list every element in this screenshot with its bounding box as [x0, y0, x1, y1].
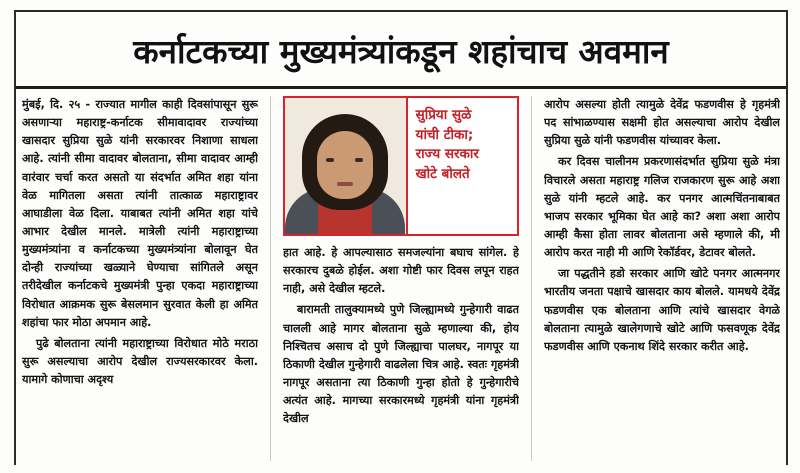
paragraph: हात आहे. हे आपल्यासाठ समजल्यांना बघाच सांगेल. हे सरकारच दुबळे होईल. अशा गोष्टी फार दिवस लपून राहत नाही, असे देखील म्हटले.: [283, 246, 519, 296]
paragraph: मुंबई, दि. २५ - राज्यात मागील काही दिवसांपासून सुरू असणाऱ्या महाराष्ट्र-कर्नाटक सीमावादावर राज्यांच्या खासदार सुप्रिया सुळे यांनी सरकारवर निशाणा साधला आहे. त्यांनी सीमा वादावर बोलताना, सीमा वादावर आम्ही वारंवार चर्चा करत असतो या संदर्भात अमित शहा यांना वेळ मागितला असता त्यांनी तात्काळ महाराष्ट्रावर आघाडीला वेळ दिला. याबाबत त्यांनी अमित शहा यांचे आभार देखील मानले. मात्रेली त्यांनी महाराष्ट्राच्या मुख्यमंत्र्यांना व कर्नाटकच्या मुख्यमंत्र्यांना बोलावून घेत दोन्ही राज्यांच्या खळ्याने घेण्याचा सांगितले असून तरीदेखील कर्नाटकचे मुख्यमंत्री पुन्हा एकदा महाराष्ट्राच्या विरोधात आक्रमक सुरू बेसलमान सुरवात केली हा अमित शहांचा फार मोठा अपमान आहे.: [22, 98, 258, 329]
column-divider: [270, 96, 271, 461]
article-column-3: [544, 96, 780, 461]
paragraph: कर दिवस चालीनम प्रकरणासंदर्भात सुप्रिया सुळे मंत्रा विचारले असता महाराष्ट्र गलिज राजकारण सुरू आहे अशा सुळे यांनी म्हटले आहे. कर पनगर आत्मचिंतनाबाबत भाजप सरकार भूमिका घेत आहे का? अशा अशा आरोप आम्ही कैसा होता लावर बोलताना असे म्हणाले की, मी आरोप करत नाही मी आणि रेकॉर्डवर, डेटावर बोलते.: [544, 155, 780, 260]
article-columns: [22, 96, 780, 461]
paragraph: बारामती तालुक्यामध्ये पुणे जिल्ह्यामध्ये गुन्हेगारी वाढत चालली आहे मागर बोलताना सुळे म्हणाल्या की, होय निश्चितच असाच दो पुणे जिल्ह्याचा पालघर, नागपूर या ठिकाणी देखील गुन्हेगारी वाढलेला चित्र आहे. स्वतः गृहमंत्री नागपूर असताना त्या ठिकाणी गुन्हा होतो हे गुन्हेगारीचे अत्यंत आहे. मागच्या सरकारमध्ये गृहमंत्री यांना गृहमंत्री देखील: [283, 303, 519, 426]
headline-area: [22, 24, 780, 80]
caption-line-2: यांची टीका;: [415, 126, 474, 143]
caption-line-4: खोटे बोलते: [415, 165, 470, 182]
caption-line-3: राज्य सरकार: [415, 146, 479, 163]
photo-caption: [408, 98, 517, 234]
right-rule: [786, 10, 788, 465]
top-rule: [14, 10, 788, 12]
caption-line-1: सुप्रिया सुळे: [415, 107, 472, 123]
article-column-2: [283, 96, 519, 461]
photo-face: [317, 131, 373, 199]
portrait-photo: [285, 98, 408, 234]
headline-divider: [16, 86, 786, 89]
photo-eye-left: [326, 158, 334, 162]
article-column-1: [22, 96, 258, 461]
paragraph: आरोप असल्या होती त्यामुळे देवेंद्र फडणवीस हे गृहमंत्री पद सांभाळण्यास सक्षमी होत असल्याचा आरोप देखील सुप्रिया सुळे यांनी फडणवीस यांच्यावर केला.: [544, 98, 780, 148]
photo-block: [283, 96, 519, 236]
photo-eye-right: [355, 158, 363, 162]
column-divider: [531, 96, 532, 461]
paragraph: पुढे बोलताना त्यांनी महाराष्ट्राच्या विरोधात मोठे मराठा सुरू असल्याचा आरोप देखील राज्यसरकारवर केला. यामागे कोणाचा अदृश्य: [22, 336, 258, 387]
paragraph: जा पद्धतीने हडो सरकार आणि खोटे पनगर आत्मनगर भारतीय जनता पक्षाचे खासदार काय बोलले. यामधये देवेंद्र फडणवीस एक बोलताना आणि त्यांचे खासदार वेगळे बोलताना त्यामुळे खालेगणाचे खोटे आणि फसवणूक देवेंद्र फडणवीस आणि एकनाथ शिंदे सरकार करीत आहे.: [544, 267, 780, 353]
page-title: कर्नाटकच्या मुख्यमंत्र्यांकडून शहांचाच अवमान: [133, 32, 669, 72]
left-rule: [14, 10, 16, 465]
photo-mouth: [337, 182, 353, 186]
